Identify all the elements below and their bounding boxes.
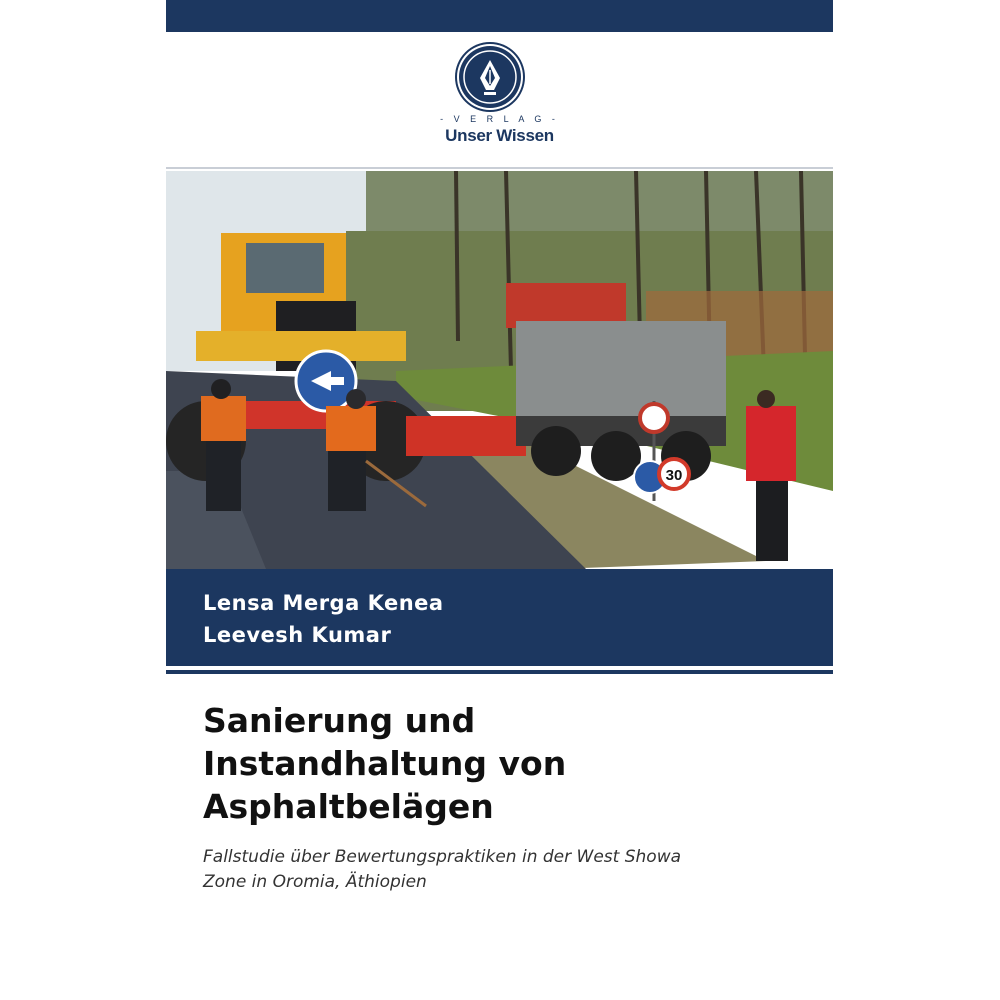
title-line: Instandhaltung von [203, 744, 567, 783]
publisher-name: Unser Wissen [445, 126, 554, 145]
top-bar [166, 0, 833, 32]
author-name: Leevesh Kumar [203, 623, 392, 647]
band-divider [166, 670, 833, 674]
subtitle-line: Fallstudie über Bewertungspraktiken in der West Showa [203, 847, 682, 867]
photo-divider [166, 167, 833, 169]
publisher-verlag-label: - V E R L A G - [440, 114, 559, 124]
title-line: Asphaltbelägen [203, 787, 494, 826]
author-name: Lensa Merga Kenea [203, 591, 444, 615]
publisher-logo [166, 46, 833, 156]
book-cover [166, 0, 833, 1000]
speed-limit-text: 30 [665, 467, 683, 484]
book-subtitle [203, 845, 803, 895]
road-construction-photo [166, 171, 833, 569]
fountain-pen-nib-icon [459, 46, 521, 108]
subtitle-line: Zone in Oromia, Äthiopien [203, 872, 427, 892]
book-title [203, 699, 803, 828]
title-line: Sanierung und [203, 701, 476, 740]
author-band [166, 569, 833, 666]
